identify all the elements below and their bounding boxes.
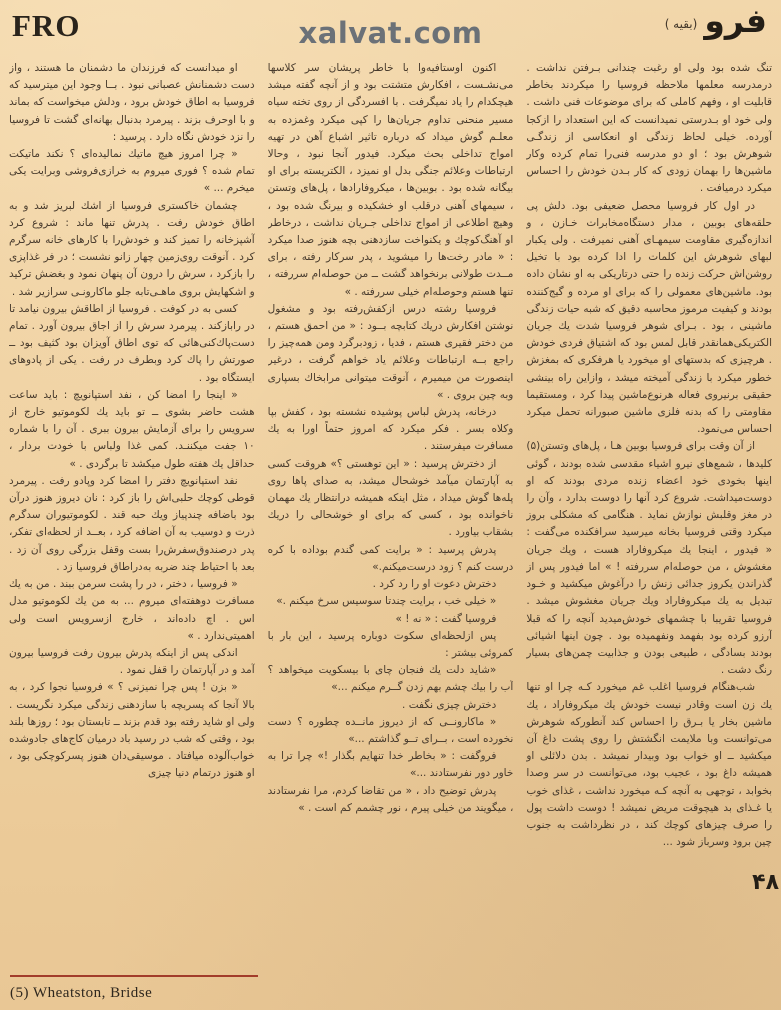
paragraph: پدرش پرسید : « برایت کمی گندم بوداده با کره درست کنم ؟ زود درست‌میکنم.» (267, 543, 514, 573)
paragraph: « خیلی خب ، برایت چندتا سوسیس سرخ میکنم .» (276, 595, 497, 608)
paragraph: « چرا امروز هیچ ماتیك نمالیده‌ای ؟ نکند ماتیکت تمام شده ؟ فوری میروم به خرازی‌فروشی وبرایت یکی میخرم ... » (9, 148, 255, 195)
paragraph: اندکی پس از اینکه پدرش بیرون رفت فروسیا بیرون آمد و در آپارتمان را قفل نمود . (9, 646, 255, 677)
text-columns (0, 60, 781, 1005)
persian-title-group (664, 1, 767, 40)
page-header (0, 0, 781, 58)
paragraph: در اول کار فروسیا محصل ضعیفی بود. دلش پی حلقه‌های بوبین ، مدار دستگاه‌مخابرات خـازن ، و اندازه‌گیری مقاومت سیمهـای آهنی نمیرفت . ولی یکبار لبهای شوهرش این کلمات را ادا کرده بود با تخیل روشن‌اش حرکت زنده را حتی درتاریکی به او نشان داده بود. ماشین‌های معمولی را که برای او مرده و گیج‌کننده بودند و کیفیت مرموز محاسبه دقیق که شبه حیات زندگی ماشینی ، بود . بـرای شوهر فروسیا شدت یك جریان الکتریکی‌همانقدر قابل لمس بود که اشتیاق فردی خودش . هرچیزی که بدستهای او میخورد یا هرفکری که بمغزش خطور میکرد با زندگی آمیخته میشد ، وازاین راه بینشی حقیقی برنیروی فعاله هرنوع‌ماشین پیدا کرد ، ومستقیما مقاومتی را که بدنه فلزی ماشین صبورانه تحمل میکرد احساس می‌نمود. (526, 199, 773, 436)
paragraph: او میدانست که فرزندان ما دشمنان ما هستند ، واز دست دشمنانش عصبانی نبود . بــا وجود این میترسید که فروسیا به اطاق خودش برود ، ودلش میخواست که بماند و با اوحرف بزند . پیرمرد بدنبال بهانه‌ای گشت تا فروسیا را نزد خودش نگاه دارد . پرسید : (9, 62, 255, 143)
paragraph: دخترش دعوت او را رد کرد . (372, 578, 497, 591)
paragraph: درخانه، پدرش لباس پوشیده نشسته بود ، کفش بپا وکلاه بسر . فکر میکرد که امروز حتماً اورا به یك مسافرت میفرستند . (267, 406, 514, 453)
paragraph: « فروسیا ، دختر ، در را پشت سرمن ببند . من به یك مسافرت دوهفته‌ای میروم ... به من یك لکوموتیو مدل اس . اچ داده‌اند ، خارج ازسرویس است ولی اهمیتی‌ندارد . » (9, 578, 255, 642)
paragraph: کسی به در کوفت . فروسیا از اطاقش بیرون نیامد تا در رابازکند . پیرمرد سرش را از اجاق بیرون آورد . تمام دست‌پاك‌کنی‌هائی که توی اطاق آویزان بود کثیف بود ــ صورتش را پاك کرد وبطرف در رفت . یکی از پادوهای ایستگاه بود . (9, 302, 255, 384)
paragraph: از آن وقت برای فروسیا بوبین هـا ، پل‌های وتستن(۵) کلیدها ، شمع‌های نیرو اشیاء مقدسی شده بودند ، گوئی اینها بخودی خود اعضاء زنده مردی بودند که او دوست‌میداشت. شروع کرد آنها را دوست بدارد ، وآن را در مغز وقلبش نوازش نماید . هنگامی که مشکلی بروز میکرد وقتی فروسیا بخانه میرسید سرافکنده می‌گفت : « فیدور ، اینجا یك میکروفاراد هست ، ویك جریان مغشوش ، من حوصله‌ام سررفته ! » اما فیدور پس از گذراندن یكروز جدائی زنش را درآغوش میکشید و خـود تبدیل به یك میکروفاراد ویك جریان مغشوش میشد . فروسیا تقریبا با چشمهای خودش‌میدید آنچه را که قبلا آرزو کرده بود بفهمد ونفهمیده بود . چون اینها اشیائی بودند بسادگی ، طبیعی بودن و جذابیت چمن‌های بسیار رنگ دشت . (526, 440, 773, 677)
paragraph: « ماکارونــی که از دیروز مانــده چطوره ؟ دست نخورده است ، بــرای تــو گذاشتم ...» (267, 715, 514, 745)
paragraph: شب‌هنگام فروسیا اغلب غم میخورد کـه چرا او تنها یك زن است وقادر نیست خودش یك میکروفاراد ، یك ماشین بخار یا بـرق را احساس کند آنطورکه شوهرش می‌توانست وبا ملایمت انگشتش را روی پشت داغ آن میکشید ــ او خواب بود وبیدار نمیشد . بدن دلائلی او همیشه داغ بود ، عجیب بود، می‌توانست در سر وصدا بخوابد ، توجهی به آنچه کـه میخورد نداشت ، غذای خوب یا غـذای بد هیچوقت مریض نمیشد ! دوست داشت پول را صرف چیزهای کوچك کند ، در نظرداشت به جنوب چین برود وسرباز شود ... (526, 681, 773, 849)
paragraph: از دخترش پرسید : « این توهستی ؟» هروقت کسی به آپارتمان میآمد خوشحال میشد، به صدای پاها روی پله‌ها گوش میداد ، مثل اینکه همیشه درانتظار یك مهمان ناخوانده بود ، کسی که برای او خوشحالی را دریك بشقاب بیاورد . (267, 457, 514, 539)
column-middle (268, 60, 514, 1005)
footnote-text: (5) Wheatston, Bridse (10, 985, 153, 1001)
paragraph: نفد استپانویچ دفتر را امضا کرد وپادو رفت . پیرمرد قوطی کوچك حلبی‌اش را باز کرد : نان دیروز هنوز درآن بود باضافه چندپیاز ویك حبه قند . لکوموتیوران سدگرم ذرت و دوسیب به آن اضافه کرد ، بعــد از لحظه‌ای تفکر، پدر درصندوق‌سفرش‌را بست وقفل بزرگی روی آن زد . بعد با احتیاط چند ضربه به‌دراطاق فروسیا زد . (9, 474, 255, 573)
paragraph: چشمان خاکستری فروسیا از اشك لبریز شد و به اطاق خودش رفت . پدرش تنها ماند : شروع کرد آشپزخانه را تمیز کند و خودش‌را با کارهای خانه سرگرم کرد . آنوقت روی‌زمین چهار زانو نشست ؛ در فر غذاپزی را بازکرد ، سرش را درون آن پنهان نمود و بغضش ترکید و اشکهایش بروی ماهـی‌تابه جلو ماکارونـی سرازیر شد . (9, 199, 255, 298)
footnote-divider (10, 975, 258, 977)
paragraph: پدرش توضیح داد ، « من تقاضا کردم، مرا نفرستادند ، میگویند من خیلی پیرم ، نور چشمم کم است . » (267, 784, 514, 814)
watermark-text: xalvat.com (298, 16, 483, 50)
paragraph: فروسیا رشته درس ازکفش‌رفته بود و مشغول نوشتن افکارش دریك کتابچه بــود : « من احمق هستم ، من دختر فقیری هستم ، فدیا ، زودبرگرد ومن همه‌چیز را راجع بــه ارتباطات وعلائم یاد خواهم گرفت ، درغیر اینصورت من میمیرم ، آنوقت میتوانی مرابخاك بسپاری وبه چین بروی . » (267, 302, 514, 401)
paragraph: دخترش چیزی نگفت . (402, 698, 497, 711)
page-number: ۴۸ (752, 870, 779, 895)
paragraph: فروسیا گفت : « نه ! » (395, 612, 497, 625)
latin-title: FRO (12, 8, 81, 43)
paragraph: « اینجا را امضا کن ، نفد استپانویچ : باید ساعت هشت حاضر بشوی ــ تو باید یك لکوموتیو خارج از سرویس را برای آزمایش بیرون ببری . آن را با شماره ۱۰ جفت میکننـد. کمی غذا ولباس با خودت بردار ، حداقل یك هفته طول میکشد تا برگردی . » (9, 388, 255, 470)
paragraph: پس ازلحظه‌ای سکوت دوباره پرسید ، این بار با کمروئی بیشتر : (267, 629, 514, 659)
paragraph: فروگفت : « بخاطر خدا تنهایم بگذار !» چرا ترا به خاور دور نفرستادند ...» (267, 750, 514, 780)
column-left (9, 60, 255, 1005)
persian-title: فرو (704, 1, 767, 40)
persian-subtitle: (بقیه ) (664, 16, 698, 31)
paragraph: اکنون اوستافیه‌وا با خاطر پریشان سر کلاسها می‌نشـست ، افکارش متشتت بود و از آنچه گفته میشد هیچکدام را یاد نمیگرفت . با افسردگی از روی تخته سیاه مسیر منحنی تداوم جریان‌ها را کپی میکرد وغمزده به معلـم گوش میداد که درباره تاثیر اشباع آهن در تهیه امواج تداخلی بحث میکرد. فیدور آنجا نبود ، وحالا ارتباطات وعلائم جنگی بدل او نمیزد ، الکتریسته برای او بیگانه شده بود . بوبین‌ها ، میکروفارادها ، پل‌های وتستن ، سیمهای آهنی درقلب او خشکیده و بیرنگ شده بود ، وهیچ اطلاعی از امواج تداخلی جـریان نداشت ، درخاطر او آهنگ‌کوچك و یکنواخت سازدهنی بچه هنوز صدا میکرد : « مادر رخت‌ها را میشوید ، پدر سرکار رفته ، برای مــدت طولانی برنخواهد گشت ــ من حوصله‌ام سررفته ، تنها هستم وحوصله‌ام خیلی سررفته . » (267, 62, 514, 298)
paragraph: تنگ شده بود ولی او رغبت چندانی بـرفتن نداشت . درمدرسه معلمها ملاحظه فروسیا را میکردند بخاطر قابلیت او ، وفهم کاملی که برای موضوعات فنی داشت . ولی خود او بـدرستی نمیدانست که این استعداد را ازکجا آورده. خیلی لحاظ زندگی او انعکاسی از زندگـی شوهرش بود ؛ او دو مدرسه فنی‌را تمام کرده وکار ماشین‌ها را بهمان زودی که کار بـدن خودش را احساس میکرد درمیافت . (526, 62, 773, 195)
paragraph: « بزن ! پس چرا نمیزنی ؟ » فروسیا نجوا کرد ، به بالا آنجا که پسربچه با سازدهنی زندگی میکرد نگریست . ولی او شاید رفته بود قدم بزند ــ تابستان بود ؛ روزها بلند بود ، وقتی که شب در رسید باد درمیان کاج‌های جادوشده خواب‌آلوده میافتاد . موسیقی‌دان هنوز پسرکوچکی بود ، او هنوز درتمام دنیا چیزی (9, 681, 255, 780)
footnote (10, 975, 260, 1002)
paragraph: «شاید دلت یك فنجان چای با بیسکویت میخواهد ؟ آب را بیك چشم بهم زدن گــرم میکنم ...» (267, 664, 514, 694)
column-right (526, 60, 772, 1005)
